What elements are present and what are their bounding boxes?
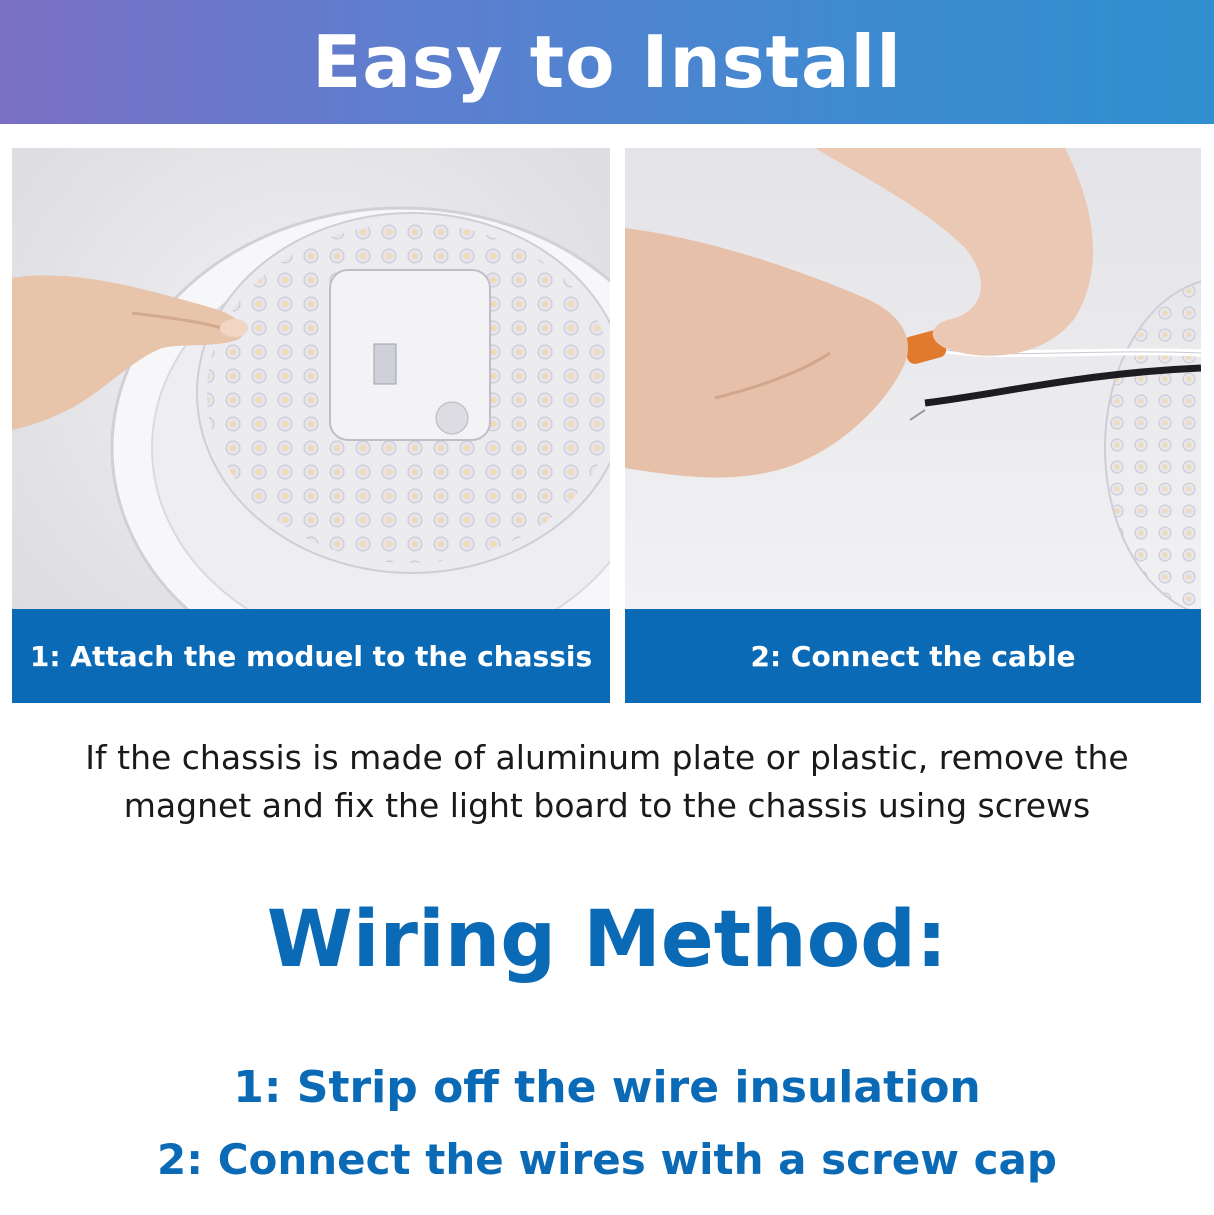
caption-attach-module: 1: Attach the moduel to the chassis [29,639,593,673]
caption-bar [12,609,610,703]
header-banner [0,0,1214,124]
wiring-method-title: Wiring Method: [266,895,948,985]
photo-panel-attach-module [12,148,610,703]
page-title: Easy to Install [312,20,902,104]
note-line-2: magnet and fix the light board to the chassis using screws [123,786,1091,825]
caption-bar [625,609,1201,703]
wiring-step-1: 1: Strip off the wire insulation [233,1062,981,1113]
chassis-note [0,734,1214,830]
wiring-step-2: 2: Connect the wires with a screw cap [157,1135,1057,1184]
note-line-1: If the chassis is made of aluminum plate or plastic, remove the [85,738,1129,777]
caption-connect-cable: 2: Connect the cable [750,639,1076,673]
photo-panel-connect-cable [625,148,1201,703]
